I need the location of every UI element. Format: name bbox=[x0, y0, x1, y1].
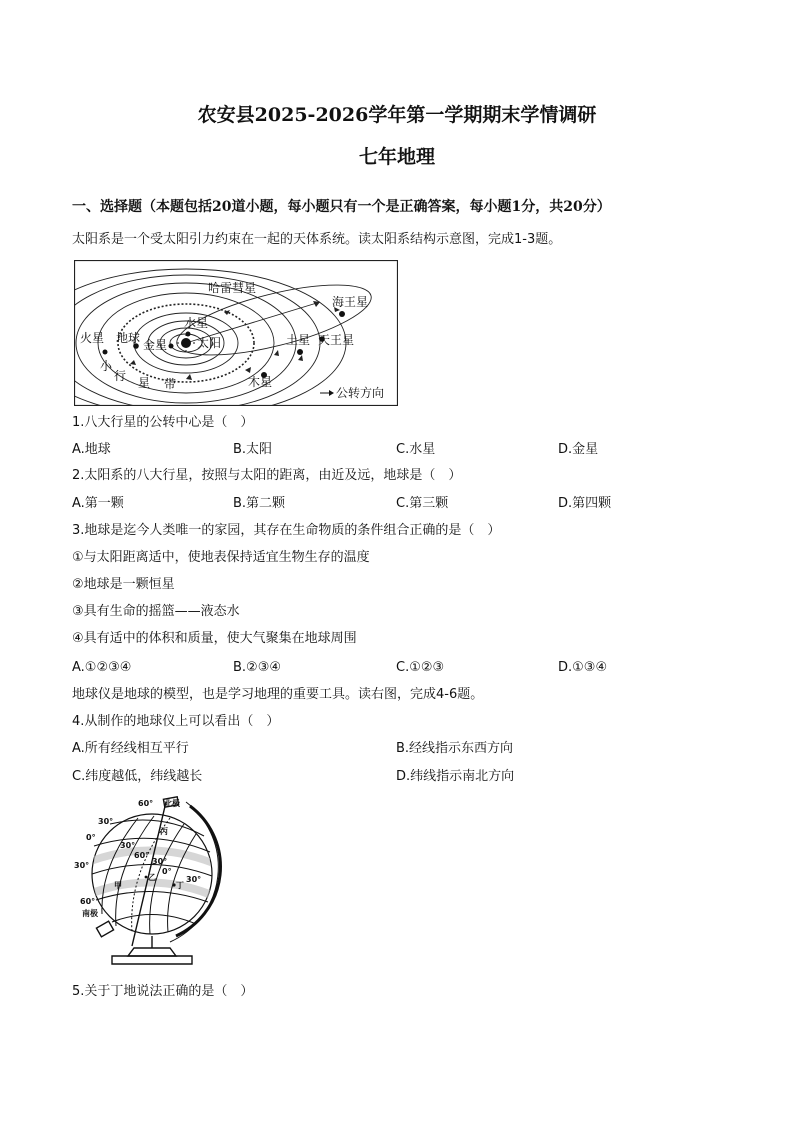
q2-stem: 2.太阳系的八大行星，按照与太阳的距离，由近及远，地球是（ ） bbox=[72, 468, 462, 483]
q4-option-a[interactable]: A.所有经线相互平行 bbox=[72, 741, 189, 756]
globe-lat60n: 60° bbox=[138, 799, 154, 808]
globe-south-pole: 南极 bbox=[82, 909, 98, 918]
q4-stem: 4.从制作的地球仪上可以看出（ ） bbox=[72, 714, 280, 729]
globe-inner-30: 30° bbox=[152, 857, 168, 866]
label-venus: 金星 bbox=[143, 338, 168, 352]
q3-option-c[interactable]: C.①②③ bbox=[396, 660, 445, 675]
page-subtitle: 七年地理 bbox=[358, 146, 435, 168]
q3-option-a[interactable]: A.①②③④ bbox=[72, 660, 132, 675]
globe-lat0: 0° bbox=[86, 833, 96, 842]
q1-option-a[interactable]: A.地球 bbox=[72, 442, 111, 457]
q4-option-d[interactable]: D.纬线指示南北方向 bbox=[396, 769, 515, 784]
label-xing: 行 bbox=[114, 369, 127, 383]
q1-option-c[interactable]: C.水星 bbox=[396, 442, 436, 457]
intro-solar: 太阳系是一个受太阳引力约束在一起的天体系统。读太阳系结构示意图，完成1-3题。 bbox=[72, 232, 562, 247]
globe-inner-0: 0° bbox=[162, 867, 172, 876]
globe-figure bbox=[72, 796, 232, 972]
label-jupiter: 木星 bbox=[248, 375, 273, 389]
globe-inner-60: 60° bbox=[134, 851, 150, 860]
label-belt: 带 bbox=[164, 377, 177, 391]
q2-option-b[interactable]: B.第二颗 bbox=[233, 496, 286, 511]
globe-inner-30c: 30° bbox=[186, 875, 202, 884]
globe-lat30s: 30° bbox=[74, 861, 90, 870]
label-sun: 太阳 bbox=[197, 336, 222, 350]
label-saturn: 土星 bbox=[286, 333, 311, 347]
q3-statement-1: ①与太阳距离适中，使地表保持适宜生物生存的温度 bbox=[72, 550, 370, 565]
label-uranus: 天王星 bbox=[318, 333, 355, 347]
label-small: 小 bbox=[100, 359, 113, 373]
q1-option-d[interactable]: D.金星 bbox=[558, 442, 599, 457]
q4-option-c[interactable]: C.纬度越低，纬线越长 bbox=[72, 769, 203, 784]
q3-stem: 3.地球是迄今人类唯一的家园，其存在生命物质的条件组合正确的是（ ） bbox=[72, 523, 501, 538]
label-earth: 地球 bbox=[116, 331, 141, 345]
page-title: 农安县2025-2026学年第一学期期末学情调研 bbox=[197, 104, 597, 126]
q4-option-b[interactable]: B.经线指示东西方向 bbox=[396, 741, 514, 756]
q2-option-c[interactable]: C.第三颗 bbox=[396, 496, 449, 511]
globe-lat60s: 60° bbox=[80, 897, 96, 906]
section-heading: 一、选择题（本题包括20道小题，每小题只有一个是正确答案，每小题1分，共20分） bbox=[72, 199, 611, 215]
label-mercury: 水星 bbox=[184, 316, 209, 330]
q2-option-a[interactable]: A.第一颗 bbox=[72, 496, 124, 511]
globe-point-jia: 甲 bbox=[114, 881, 122, 890]
q1-stem: 1.八大行星的公转中心是（ ） bbox=[72, 415, 254, 430]
globe-point-bing: 丙 bbox=[160, 827, 168, 836]
label-star: 星 bbox=[138, 376, 151, 390]
q3-option-d[interactable]: D.①③④ bbox=[558, 660, 608, 675]
globe-north-pole: 北极 bbox=[164, 799, 180, 808]
q1-option-b[interactable]: B.太阳 bbox=[233, 442, 273, 457]
globe-inner-30b: 30° bbox=[120, 841, 136, 850]
intro-globe: 地球仪是地球的模型，也是学习地理的重要工具。读右图，完成4-6题。 bbox=[72, 687, 484, 702]
q3-option-b[interactable]: B.②③④ bbox=[233, 660, 282, 675]
globe-point-yi: 乙 bbox=[148, 873, 156, 882]
q2-option-d[interactable]: D.第四颗 bbox=[558, 496, 612, 511]
solar-system-figure bbox=[74, 260, 398, 406]
label-mars: 火星 bbox=[80, 331, 105, 345]
q3-statement-2: ②地球是一颗恒星 bbox=[72, 577, 175, 592]
q5-stem: 5.关于丁地说法正确的是（ ） bbox=[72, 984, 254, 999]
label-revolution: 公转方向 bbox=[336, 386, 385, 400]
label-halley: 哈雷彗星 bbox=[208, 281, 257, 295]
label-neptune: 海王星 bbox=[332, 295, 369, 309]
globe-lat30n: 30° bbox=[98, 817, 114, 826]
globe-point-ding: 丁 bbox=[176, 881, 184, 890]
q3-statement-3: ③具有生命的摇篮——液态水 bbox=[72, 604, 240, 619]
q3-statement-4: ④具有适中的体积和质量，使大气聚集在地球周围 bbox=[72, 631, 357, 646]
